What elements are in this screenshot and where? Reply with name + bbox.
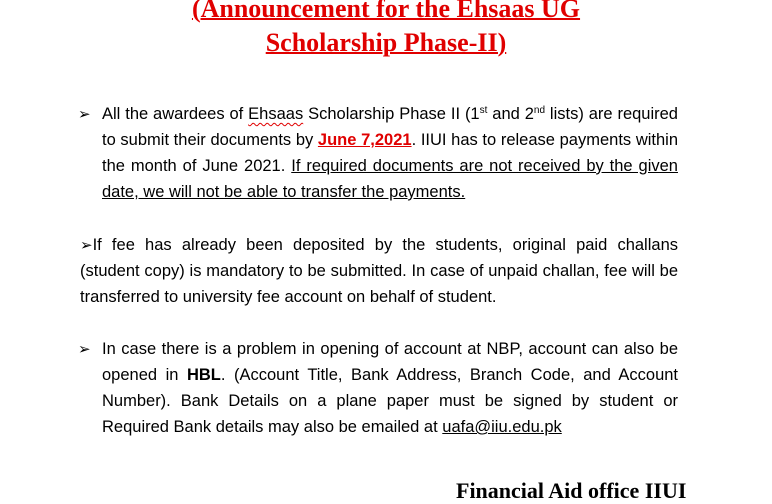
bank-name: HBL — [186, 366, 221, 384]
bullet-arrow-icon-3: ➢ — [78, 340, 91, 358]
deadline-date: June 7,2021 — [317, 131, 412, 149]
page-title-line-2: Scholarship Phase-II) — [265, 28, 507, 57]
para3-text-2: . (Account Title, Bank Address, Branch Code, and Account Number). Bank Details on a plane paper must be signed by student or Required Bank details may also be emailed at — [102, 366, 679, 436]
bullet-arrow-inline-icon: ➢ — [80, 236, 93, 254]
para1-text-6: . IIUI has to release payments within the month of June 2021. — [102, 131, 679, 175]
paragraph-fee-deposited — [80, 232, 678, 310]
footer-signature: Financial Aid office IIUI — [456, 478, 687, 503]
para1-sup-nd: nd — [533, 105, 546, 116]
para1-ehsaas: Ehsaas — [248, 105, 304, 123]
para1-text-1: All the awardees of — [102, 105, 249, 123]
warning-underlined-text: If required documents are not received by the given date, we will not be able to transfer the payments. — [102, 157, 678, 201]
email-link[interactable]: uafa@iiu.edu.pk — [442, 418, 562, 436]
bullet-arrow-icon: ➢ — [78, 105, 91, 123]
paragraph-awardees — [102, 101, 678, 205]
para3-text-1: In case there is a problem in opening of account at NBP, account can also be opened in — [102, 340, 678, 384]
paragraph-account-opening — [102, 336, 678, 440]
para1-text-5: lists) are required to submit their documents by — [102, 105, 678, 149]
para1-text-4: and 2 — [487, 105, 534, 123]
page-title-line-1: (Announcement for the Ehsaas UG — [191, 0, 581, 23]
para1-text-3: Scholarship Phase II (1 — [303, 105, 480, 123]
para2-text: If fee has already been deposited by the students, original paid challans (student copy) is mandatory to be submitted. In case of unpaid challan, fee will be transferred to university fee account on behalf of student. — [80, 236, 678, 306]
para1-sup-st: st — [479, 105, 488, 116]
